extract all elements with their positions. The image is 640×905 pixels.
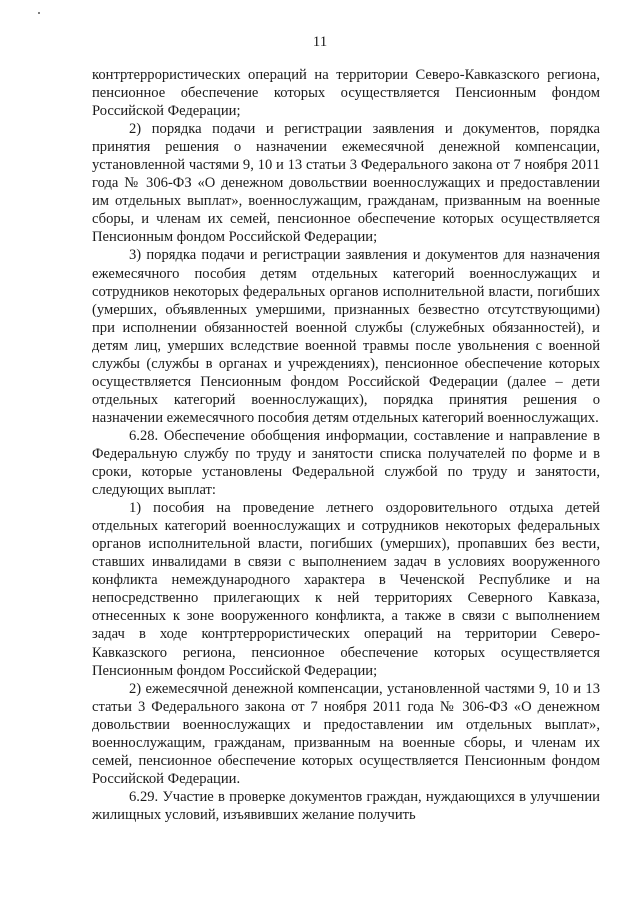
paragraph: 2) порядка подачи и регистрации заявления и документов, порядка принятия решения о назначении ежемесячной денежной компенсации, установленной частями 9, 10 и 13 статьи 3 Федерального закона от 7 ноября 2011 года № 306-ФЗ «О денежном довольствии военнослужащих и предоставлении им отдельных выплат», военнослужащим, гражданам, призванным на военные сборы, и членам их семей, пенсионное обеспечение которых осуществляется Пенсионным фондом Российской Федерации; — [92, 121, 600, 246]
paragraph: 3) порядка подачи и регистрации заявления и документов для назначения ежемесячного пособия детям отдельных категорий военнослужащих и сотрудников некоторых федеральных органов исполнительной власти, погибших (умерших, объявленных умершими, признанных безвестно отсутствующими) при исполнении обязанностей военной службы (служебных обязанностей), и детям лиц, умерших вследствие военной травмы после увольнения с военной службы (службы в органах и учреждениях), пенсионное обеспечение которых осуществляется Пенсионным фондом Российской Федерации (далее – дети отдельных категорий военнослужащих), порядка принятия решения о назначении ежемесячного пособия детям отдельных категорий военнослужащих. — [92, 247, 600, 426]
paragraph: 6.28. Обеспечение обобщения информации, составление и направление в Федеральную службу по труду и занятости списка получателей по форме и в сроки, которые установлены Федеральной службой по труду и занятости, следующих выплат: — [92, 427, 600, 499]
paragraph: 1) пособия на проведение летнего оздоровительного отдыха детей отдельных категорий военнослужащих и сотрудников некоторых федеральных органов исполнительной власти, погибших (умерших), пропавших без вести, ставших инвалидами в связи с выполнением задач в условиях вооруженного конфликта немеждународного характера в Чеченской Республике и на непосредственно прилегающих к ней территориях Северного Кавказа, отнесенных к зоне вооруженного конфликта, а также в связи с выполнением задач в ходе контртеррористических операций на территории Северо-Кавказского региона, пенсионное обеспечение которых осуществляется Пенсионным фондом Российской Федерации; — [92, 500, 600, 679]
paragraph: контртеррористических операций на территории Северо-Кавказского региона, пенсионное обеспечение которых осуществляется Пенсионным фондом Российской Федерации; — [92, 67, 600, 120]
paragraph: 6.29. Участие в проверке документов граждан, нуждающихся в улучшении жилищных условий, изъявивших желание получить — [92, 788, 600, 823]
page-number: 11 — [312, 34, 328, 50]
paragraph: 2) ежемесячной денежной компенсации, установленной частями 9, 10 и 13 статьи 3 Федерального закона от 7 ноября 2011 года № 306-ФЗ «О денежном довольствии военнослужащих и предоставлении им отдельных выплат», военнослужащим, гражданам, призванным на военные сборы, и членам их семей, пенсионное обеспечение которых осуществляется Пенсионным фондом Российской Федерации. — [92, 680, 600, 787]
document-body — [92, 66, 600, 824]
scan-artifact — [38, 12, 40, 14]
